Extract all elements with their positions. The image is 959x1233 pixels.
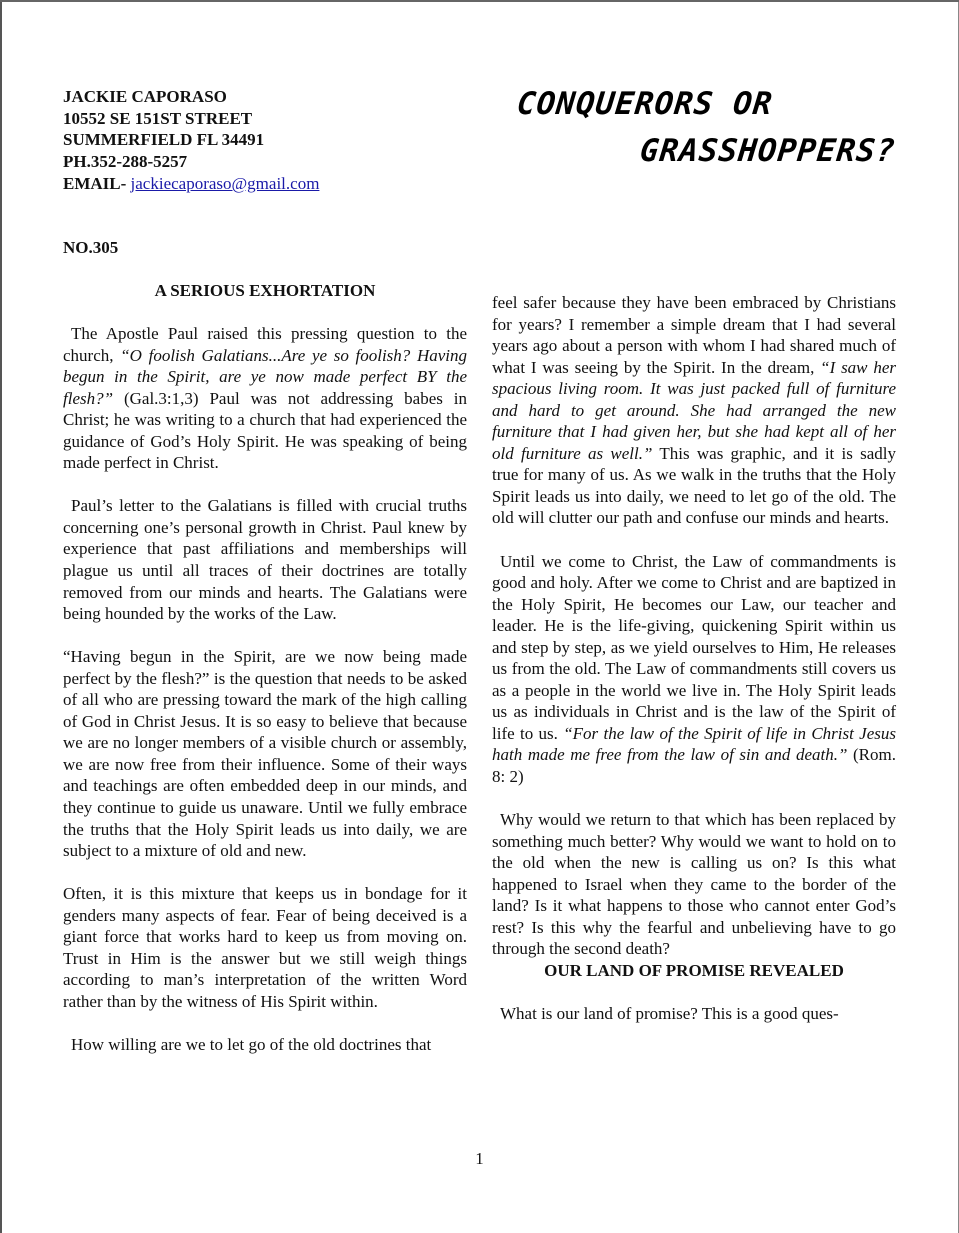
author-name: JACKIE CAPORASO [63, 87, 227, 106]
email-link[interactable]: jackiecaporaso@gmail.com [130, 173, 320, 193]
page-number: 1 [475, 1149, 484, 1168]
issue-number: NO.305 [63, 238, 119, 257]
scripture-quote: “O foolish Galatians...Are ye so foolish? Having begun in the Spirit, are ye now made perfect BY the flesh?” [63, 345, 467, 408]
paragraph: What is our land of promise? This is a good ques- [500, 1003, 839, 1023]
right-column [492, 292, 896, 1024]
paragraph: Paul’s letter to the Galatians is filled with crucial truths concerning one’s personal growth in Christ. Paul knew by experience that past affiliations and memberships will plague us until all traces of their doctrines are totally removed from our minds and hearts. The Galatians were being hounded by the works of the Law. [63, 496, 467, 624]
text-run: feel safer because they have been embraced by Christians for years? I remember a simple dream that I had several years ago about a person with whom I had shared much of what I was seeing by the Spirit. In the dream, [492, 293, 896, 377]
page-edge-left [0, 0, 2, 1233]
contact-block [63, 86, 319, 195]
text-run: (Rom. 8: 2) [492, 745, 896, 786]
paragraph: Why would we return to that which has been replaced by something much better? Why would we want to hold on to the old when the new is calling us on? Is this what happened to Israel when they came to the border of the land? Is it what happens to those who cannot enter God’s rest? Is this why the fearful and unbelieving have to go through the second death? [492, 810, 896, 959]
title-line-1: CONQUERORS OR [515, 86, 775, 122]
paragraph [63, 323, 467, 474]
street-address: 10552 SE 151ST STREET [63, 108, 253, 128]
section-heading-exhortation: A SERIOUS EXHORTATION [154, 281, 376, 300]
paragraph: How willing are we to let go of the old doctrines that [71, 1034, 432, 1054]
email-label: EMAIL- [63, 173, 127, 193]
email-line [63, 173, 319, 195]
text-run: Until we come to Christ, the Law of commandments is good and holy. After we come to Christ and are baptized in the Holy Spirit, He becomes our Law, our teacher and leader. He is the life-giving, quickening Spirit within us and step by step, as we yield ourselves to Him, He releases us from the old. The Law of commandments still covers us as a people in the world we live in. The Holy Spirit leads us as individuals in Christ and is the law of the Spirit of life to us. [492, 551, 896, 743]
left-column [63, 280, 467, 1055]
title-line-2: GRASSHOPPERS? [638, 133, 898, 169]
text-run: (Gal.3:1,3) Paul was not addressing babes in Christ; he was writing to a church that had experienced the guidance of God’s Holy Spirit. He was speaking of being made perfect in Christ. [63, 388, 467, 473]
page-edge-top [0, 0, 959, 2]
paragraph: “Having begun in the Spirit, are we now being made perfect by the flesh?” is the question that needs to be asked of all who are pressing toward the mark of the high calling of God in Christ Jesus. It is so easy to believe that because we are no longer members of a visible church or assembly, we are now free from their influence. Some of their ways and teachings are often embedded deep in our minds, and they continue to guide us unaware. Until we fully embrace the truths that the Holy Spirit leads us into daily, we are subject to a mixture of old and new. [63, 647, 467, 861]
text-run: This was graphic, and it is sadly true for many of us. As we walk in the truths that the Holy Spirit leads us into daily, we need to let go of the old. The old will clutter our path and confuse our minds and hearts. [492, 443, 896, 528]
phone-number: PH.352-288-5257 [63, 152, 188, 172]
city-state-zip: SUMMERFIELD FL 34491 [63, 130, 265, 150]
scripture-quote: “For the law of the Spirit of life in Christ Jesus hath made me free from the law of sin and death.” [492, 723, 897, 765]
text-run: The Apostle Paul raised this pressing question to the church, [63, 324, 467, 365]
section-heading-land-of-promise: OUR LAND OF PROMISE REVEALED [544, 960, 844, 980]
paragraph [492, 292, 896, 529]
paragraph: Often, it is this mixture that keeps us in bondage for it genders many aspects of fear. Fear of being deceived is a giant force that works hard to keep us from moving on. Trust in Him is the answer but we still weigh things according to man’s interpretation of the written Word rather than by the witness of His Spirit within. [63, 884, 467, 1011]
dream-quote: “I saw her spacious living room. It was just packed full of furniture and hard to get around. She had arranged the new furniture that I had given her, but she had kept all of her old furniture as well.” [492, 357, 896, 463]
paragraph [492, 551, 896, 788]
